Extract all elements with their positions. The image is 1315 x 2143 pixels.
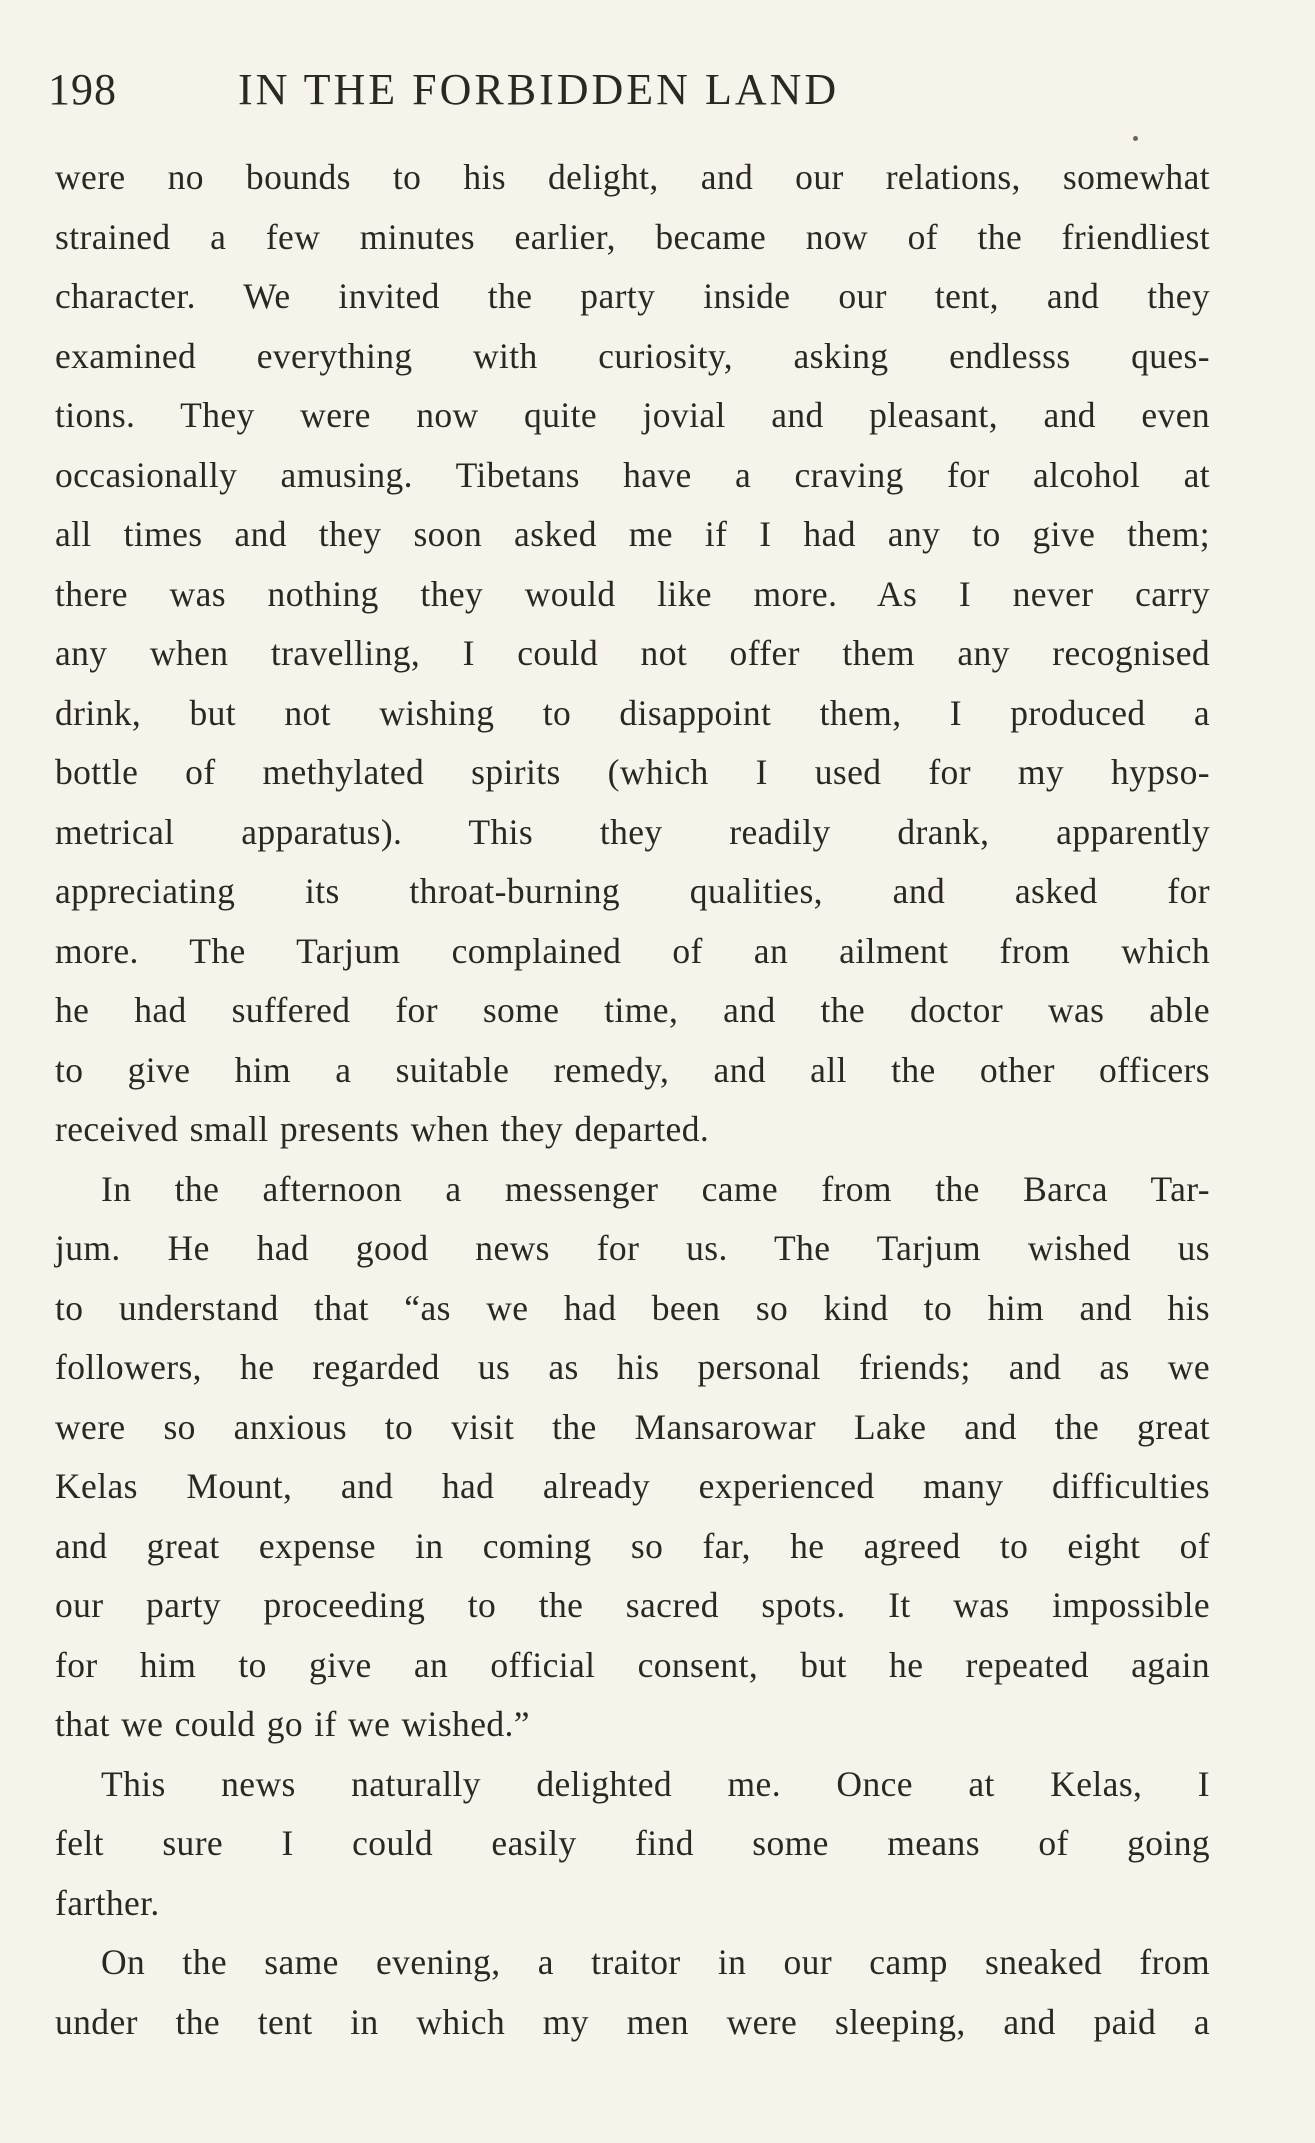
text-line: and great expense in coming so far, he agreed to eight of — [55, 1525, 1210, 1566]
text-line: bottle of methylated spirits (which I used for my hypso- — [55, 752, 1210, 792]
text-line: occasionally amusing. Tibetans have a craving for alcohol at — [55, 454, 1210, 495]
text-line: under the tent in which my men were sleeping, and paid a — [55, 2001, 1210, 2042]
page-number: 198 — [48, 65, 117, 114]
text-line: any when travelling, I could not offer them any recognised — [55, 633, 1210, 673]
text-line: he had suffered for some time, and the doctor was able — [55, 990, 1210, 1030]
text-line: drink, but not wishing to disappoint them, I produced a — [55, 692, 1210, 733]
ink-speck — [1133, 136, 1138, 141]
text-line: tions. They were now quite jovial and pleasant, and even — [55, 395, 1210, 435]
text-line: to understand that “as we had been so kind to him and his — [55, 1287, 1210, 1328]
text-line: were so anxious to visit the Mansarowar Lake and the great — [55, 1406, 1210, 1447]
text-line: more. The Tarjum complained of an ailment from which — [55, 930, 1210, 971]
text-line: received small presents when they departed. — [55, 1109, 710, 1149]
text-line: Kelas Mount, and had already experienced many difficulties — [55, 1466, 1210, 1506]
text-line: appreciating its throat-burning qualities, and asked for — [55, 871, 1210, 911]
text-line: farther. — [55, 1882, 160, 1923]
text-line: This news naturally delighted me. Once at Kelas, I — [101, 1763, 1210, 1804]
text-line: character. We invited the party inside our tent, and they — [55, 276, 1210, 316]
text-line: our party proceeding to the sacred spots. It was impossible — [55, 1585, 1210, 1625]
running-title: IN THE FORBIDDEN LAND — [238, 65, 840, 114]
text-line: that we could go if we wished.” — [55, 1704, 530, 1744]
text-line: In the afternoon a messenger came from the Barca Tar- — [101, 1168, 1210, 1209]
text-line: all times and they soon asked me if I had any to give them; — [55, 514, 1210, 554]
text-line: were no bounds to his delight, and our relations, somewhat — [55, 157, 1210, 197]
page-header — [48, 60, 1228, 120]
text-line: followers, he regarded us as his personal friends; and as we — [55, 1347, 1210, 1387]
text-line: examined everything with curiosity, asking endlesss ques- — [55, 335, 1210, 376]
text-line: strained a few minutes earlier, became now of the friendliest — [55, 216, 1210, 257]
text-line: jum. He had good news for us. The Tarjum wished us — [55, 1228, 1210, 1268]
text-line: felt sure I could easily find some means of going — [55, 1823, 1210, 1863]
body-text — [55, 148, 1210, 2052]
text-line: metrical apparatus). This they readily drank, apparently — [55, 811, 1210, 852]
text-line: On the same evening, a traitor in our camp sneaked from — [101, 1942, 1210, 1982]
text-line: for him to give an official consent, but he repeated again — [55, 1644, 1210, 1685]
text-line: there was nothing they would like more. As I never carry — [55, 573, 1210, 614]
text-line: to give him a suitable remedy, and all the other officers — [55, 1049, 1210, 1090]
